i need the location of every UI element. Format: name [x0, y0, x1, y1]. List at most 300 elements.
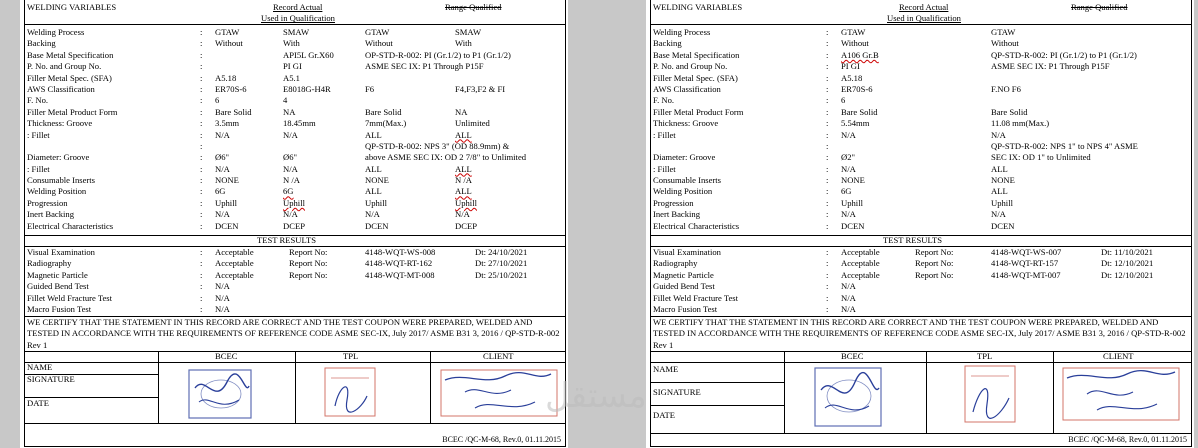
variable-row — [25, 130, 565, 141]
variable-label: Inert Backing — [27, 209, 75, 220]
variable-value: N/A — [365, 209, 380, 220]
certification-statement: WE CERTIFY THAT THE STATEMENT IN THIS RECORD ARE CORRECT AND THE TEST COUPON WERE PREPARED, WELDED AND TESTED IN ACCORDANCE WITH THE REQUIREMENTS OF REFERENCE CODE ASME SEC-IX, July 2017/ ASME B31 3, 2016 / QP-STD-R-002 Rev 1 — [653, 317, 1186, 350]
variable-value: NONE — [991, 175, 1015, 186]
variable-value: DCEP — [455, 220, 477, 231]
variable-row — [25, 73, 565, 84]
header-row — [651, 0, 1191, 24]
variable-value: SMAW — [455, 27, 482, 37]
variable-row — [651, 141, 1191, 152]
record-actual-heading: Record Actual — [273, 2, 323, 12]
variable-value: Uphill — [283, 197, 305, 208]
variable-value: 6G — [215, 186, 226, 197]
variable-value: ALL — [365, 129, 382, 140]
variable-value: 4 — [283, 95, 288, 106]
variable-value: F.NO F6 — [991, 83, 1021, 94]
test-row — [25, 293, 565, 304]
client-stamp-signature — [435, 366, 561, 420]
variable-row — [651, 50, 1191, 61]
variable-row — [651, 164, 1191, 175]
variable-value: F6 — [365, 83, 375, 94]
variable-value: ALL — [991, 186, 1008, 197]
variable-row — [651, 38, 1191, 49]
tpl-stamp-signature — [321, 366, 381, 420]
variable-value: A106 Gr.B — [841, 49, 879, 60]
variable-value: N/A — [841, 129, 856, 140]
variable-label: Welding Process — [653, 27, 711, 37]
colon-separator: : — [200, 95, 203, 106]
variable-value: NA — [455, 106, 468, 117]
variable-value: N/A — [455, 209, 470, 220]
variable-label: Base Metal Specification — [653, 49, 740, 60]
report-label: Report No: — [915, 247, 954, 257]
variable-value: DCEP — [283, 220, 305, 231]
variable-value: ER70S-6 — [215, 83, 247, 94]
variable-value: N/A — [841, 163, 856, 174]
variable-value: Unlimited — [455, 118, 490, 129]
site-watermark: مستقل — [545, 376, 647, 416]
colon-separator: : — [826, 38, 829, 49]
colon-separator: : — [826, 106, 829, 117]
variable-label: Electrical Characteristics — [653, 220, 740, 231]
variable-label: F. No. — [653, 95, 675, 106]
variable-label: : Fillet — [27, 163, 50, 174]
test-result: Acceptable — [841, 258, 880, 269]
report-number: 4148-WQT-MT-007 — [991, 269, 1061, 280]
variable-value: ALL — [455, 129, 472, 140]
variable-value: A5.18 — [215, 72, 237, 83]
variable-label: Thickness: Groove — [27, 118, 93, 129]
variable-value: Ø6" — [215, 152, 230, 163]
used-in-qualification-heading: Used in Qualification — [887, 13, 961, 23]
test-label: Fillet Weld Fracture Test — [653, 292, 739, 303]
variables-table — [25, 27, 565, 232]
colon-separator: : — [200, 303, 203, 314]
variable-row — [651, 175, 1191, 186]
variable-label: Backing — [653, 38, 682, 49]
variable-value: Without — [365, 38, 393, 49]
report-date: Dt: 25/10/2021 — [475, 269, 528, 280]
variable-row — [25, 175, 565, 186]
variable-value: GTAW — [991, 27, 1016, 37]
test-label: Macro Fusion Test — [653, 303, 718, 314]
test-row — [25, 281, 565, 292]
variable-label: Welding Position — [653, 186, 713, 197]
tpl-heading: TPL — [977, 351, 993, 361]
variable-value: ALL — [365, 186, 382, 197]
variable-value: NA — [283, 106, 296, 117]
variable-row — [25, 141, 565, 152]
colon-separator: : — [826, 197, 829, 208]
variable-value: QP-STD-R-002: NPS 3" (OD 88.9mm) & — [365, 140, 510, 151]
colon-separator: : — [826, 292, 829, 303]
document-page-right — [646, 0, 1194, 448]
header-row — [25, 0, 565, 24]
variable-label: Consumable Inserts — [653, 175, 722, 186]
test-result: Acceptable — [841, 247, 880, 257]
variable-value: Bare Solid — [215, 106, 252, 117]
variable-value: Uphill — [455, 197, 477, 208]
variable-label: Electrical Characteristics — [27, 220, 114, 231]
test-label: Radiography — [27, 258, 72, 269]
test-results-table — [25, 247, 565, 315]
variable-value: With — [455, 38, 472, 49]
tpl-stamp-signature — [961, 364, 1021, 426]
variable-label: Welding Process — [27, 27, 85, 37]
variable-label: Diameter: Groove — [653, 152, 716, 163]
colon-separator: : — [826, 175, 829, 186]
variable-value: Bare Solid — [365, 106, 402, 117]
variable-value: GTAW — [841, 27, 866, 37]
colon-separator: : — [826, 220, 829, 231]
variable-label: : Fillet — [653, 129, 676, 140]
report-number: 4148-WQT-RT-157 — [991, 258, 1059, 269]
colon-separator: : — [826, 61, 829, 72]
colon-separator: : — [826, 186, 829, 197]
variable-label: P. No. and Group No. — [27, 61, 102, 72]
variable-value: Uphill — [215, 197, 237, 208]
variable-value: above ASME SEC IX: OD 2 7/8" to Unlimited — [365, 152, 527, 163]
test-label: Radiography — [653, 258, 698, 269]
variables-table — [651, 27, 1191, 232]
test-row — [25, 258, 565, 269]
colon-separator: : — [200, 186, 203, 197]
colon-separator: : — [200, 281, 203, 292]
variable-row — [651, 107, 1191, 118]
test-label: Visual Examination — [653, 247, 721, 257]
variable-row — [651, 130, 1191, 141]
report-date: Dt: 12/10/2021 — [1101, 269, 1154, 280]
variable-row — [25, 209, 565, 220]
colon-separator: : — [200, 209, 203, 220]
variable-value: 18.45mm — [283, 118, 316, 129]
colon-separator: : — [826, 209, 829, 220]
colon-separator: : — [826, 49, 829, 60]
variable-value: PI GI — [841, 61, 860, 72]
test-label: Fillet Weld Fracture Test — [27, 292, 113, 303]
variable-value: DCEN — [991, 220, 1015, 231]
variable-value: DCEN — [841, 220, 865, 231]
variable-value: NONE — [841, 175, 865, 186]
variable-row — [25, 152, 565, 163]
form-reference-footer: BCEC /QC-M-68, Rev.0, 01.11.2015 — [442, 435, 561, 444]
colon-separator: : — [826, 163, 829, 174]
variable-row — [25, 221, 565, 232]
colon-separator: : — [200, 129, 203, 140]
report-number: 4148-WQT-MT-008 — [365, 269, 435, 280]
variable-row — [651, 73, 1191, 84]
variable-value: N/A — [283, 129, 298, 140]
variable-value: GTAW — [365, 27, 390, 37]
variable-row — [651, 186, 1191, 197]
variable-label: Inert Backing — [653, 209, 701, 220]
variable-row — [651, 95, 1191, 106]
variable-value: API5L Gr.X60 — [283, 49, 334, 60]
variable-label: Consumable Inserts — [27, 175, 96, 186]
variable-value: Ø2" — [841, 152, 856, 163]
test-row — [25, 247, 565, 258]
variable-label: AWS Classification — [27, 83, 95, 94]
variable-value: NONE — [215, 175, 239, 186]
colon-separator: : — [826, 281, 829, 292]
variable-row — [25, 118, 565, 129]
document-page-left — [20, 0, 568, 448]
certification-statement: WE CERTIFY THAT THE STATEMENT IN THIS RECORD ARE CORRECT AND THE TEST COUPON WERE PREPARED, WELDED AND TESTED IN ACCORDANCE WITH THE REQUIREMENTS OF REFERENCE CODE ASME SEC-IX, July 2017/ ASME B31 3, 2016 / QP-STD-R-002 Rev 1 — [27, 317, 560, 350]
variable-value: NONE — [365, 175, 389, 186]
variable-value: N /A — [455, 175, 472, 186]
test-result: N/A — [841, 281, 856, 292]
test-result: N/A — [841, 292, 856, 303]
test-results-table — [651, 247, 1191, 315]
variable-value: 6 — [215, 95, 220, 106]
variable-row — [25, 164, 565, 175]
variable-value: SEC IX: OD 1" to Unlimited — [991, 152, 1091, 163]
test-row — [651, 293, 1191, 304]
variable-label: F. No. — [27, 95, 49, 106]
test-results-title: TEST RESULTS — [257, 235, 316, 245]
variable-label: Filler Metal Product Form — [27, 106, 118, 117]
report-number: 4148-WQT-RT-162 — [365, 258, 433, 269]
colon-separator: : — [200, 83, 203, 94]
test-result: Acceptable — [215, 258, 254, 269]
variable-value: With — [283, 38, 300, 49]
variable-row — [651, 118, 1191, 129]
variable-row — [25, 198, 565, 209]
test-results-title: TEST RESULTS — [883, 235, 942, 245]
colon-separator: : — [826, 27, 829, 37]
variable-value: Without — [991, 38, 1019, 49]
variable-value: ALL — [365, 163, 382, 174]
colon-separator: : — [200, 197, 203, 208]
report-date: Dt: 27/10/2021 — [475, 258, 528, 269]
variable-row — [651, 221, 1191, 232]
test-result: N/A — [215, 281, 230, 292]
test-label: Guided Bend Test — [653, 281, 715, 292]
colon-separator: : — [200, 61, 203, 72]
variable-label: P. No. and Group No. — [653, 61, 728, 72]
variable-value: Ø6" — [283, 152, 298, 163]
colon-separator: : — [826, 95, 829, 106]
variable-value: 3.5mm — [215, 118, 240, 129]
variable-label: Progression — [653, 197, 694, 208]
welding-variables-heading: WELDING VARIABLES — [653, 2, 743, 12]
test-result: Acceptable — [841, 269, 880, 280]
variable-value: 7mm(Max.) — [365, 118, 407, 129]
variable-value: GTAW — [215, 27, 240, 37]
report-date: Dt: 12/10/2021 — [1101, 258, 1154, 269]
colon-separator: : — [200, 163, 203, 174]
colon-separator: : — [826, 269, 829, 280]
variable-label: Progression — [27, 197, 68, 208]
range-qualified-heading: Range Qualified — [445, 2, 502, 12]
colon-separator: : — [200, 247, 203, 257]
variable-value: QP-STD-R-002: NPS 1" to NPS 4" ASME — [991, 140, 1138, 151]
variable-value: ASME SEC IX: P1 Through P15F — [991, 61, 1110, 72]
variable-label: : Fillet — [653, 163, 676, 174]
form-reference-footer: BCEC /QC-M-68, Rev.0, 01.11.2015 — [1068, 435, 1187, 444]
variable-value: Without — [215, 38, 243, 49]
test-label: Visual Examination — [27, 247, 95, 257]
variable-value: 6 — [841, 95, 846, 106]
variable-label: : Fillet — [27, 129, 50, 140]
variable-value: A5.18 — [841, 72, 863, 83]
variable-row — [25, 186, 565, 197]
variable-value: ER70S-6 — [841, 83, 873, 94]
variable-label: Backing — [27, 38, 56, 49]
report-label: Report No: — [289, 258, 328, 269]
variable-row — [25, 27, 565, 38]
signature-header — [651, 351, 1191, 362]
colon-separator: : — [826, 118, 829, 129]
report-number: 4148-WQT-WS-008 — [365, 247, 436, 257]
test-row — [25, 304, 565, 315]
test-result: N/A — [215, 292, 230, 303]
variable-value: 11.08 mm(Max.) — [991, 118, 1050, 129]
variable-label: Diameter: Groove — [27, 152, 90, 163]
test-row — [25, 270, 565, 281]
variable-row — [651, 209, 1191, 220]
test-row — [651, 281, 1191, 292]
variable-value: N/A — [215, 163, 230, 174]
variable-value: 5.54mm — [841, 118, 870, 129]
variable-value: SMAW — [283, 27, 310, 37]
variable-value: N/A — [283, 163, 298, 174]
variable-row — [25, 50, 565, 61]
variable-value: A5.1 — [283, 72, 300, 83]
variable-row — [25, 61, 565, 72]
colon-separator: : — [826, 152, 829, 163]
used-in-qualification-heading: Used in Qualification — [261, 13, 335, 23]
variable-value: Uphill — [991, 197, 1013, 208]
test-result: Acceptable — [215, 269, 254, 280]
welder-qualification-record-right: WELDING VARIABLES Record Actual Used in Qualification Range Qualified Welding Process GTAW GTAW : Backing Without Without : Base Metal Specification A106 Gr.B QP-STD-R-002: PI (Gr.1/2) to P1 (Gr.1/2) : P. No. and Group No. PI GI ASME SEC IX: P1 Through P15F : Filler Metal Spec. (SFA) A5.18 : AWS Classification ER70S-6 F.NO F6 : F. No. 6 : Filler Metal Product Form Bare Solid Bare Solid : Thickness: Groove 5.54mm 11.08 mm(Max.) : : Fillet N/A N/A : QP-STD-R-002: NPS 1" to NPS 4" ASME : Diameter: Groove Ø2" SEC IX: OD 1" to Unlimited : : Fillet N/A ALL : Consumable Inserts NONE NONE : Welding Position 6G ALL : Progression Uphill Uphill : Inert Backing N/A N/A : Electrical Characteristics DCEN DCEN : TEST RESULTS Visual Examination Acceptable Report No: 4148-WQT-WS-007 Dt: 11/10/2021 : Radiography Acceptable Report No: 4148-WQT-RT-157 Dt: 12/10/2021 : Magnetic Particle Acceptable Report No: 4148-WQT-MT-007 Dt: 12/10/2021 : Guided Bend Test N/A : Fillet Weld Fracture Test N/A : Macro Fusion Test N/A : WE CERTIFY THAT THE STATEMENT IN THIS RECORD ARE CORRECT AND THE TEST COUPON WERE PREPARED, WELDED AND TESTED IN ACCORDANCE WITH THE REQUIREMENTS OF REFERENCE CODE ASME SEC-IX, July 2017/ ASME B31 3, 2016 / QP-STD-R-002 Rev 1 BCEC TPL CLIENT NAME SIGNATURE DATE BCEC /QC-M-68, Rev.0, 01.11.2015 — [650, 0, 1192, 447]
colon-separator: : — [200, 27, 203, 37]
variable-value: QP-STD-R-002: PI (Gr.1/2) to P1 (Gr.1/2) — [991, 49, 1137, 60]
variable-value: N/A — [991, 209, 1006, 220]
colon-separator: : — [200, 292, 203, 303]
variable-value: DCEN — [365, 220, 389, 231]
bcec-stamp-signature — [185, 366, 257, 422]
test-label: Magnetic Particle — [27, 269, 88, 280]
variable-value: ALL — [455, 186, 472, 197]
variable-value: N/A — [991, 129, 1006, 140]
colon-separator: : — [200, 106, 203, 117]
variable-value: PI GI — [283, 61, 302, 72]
variable-value: 6G — [283, 186, 294, 197]
variable-label: Base Metal Specification — [27, 49, 114, 60]
colon-separator: : — [826, 140, 829, 151]
variable-value: Uphill — [841, 197, 863, 208]
variable-label: Filler Metal Product Form — [653, 106, 744, 117]
variable-value: F4,F3,F2 & FI — [455, 83, 506, 94]
variable-value: 6G — [841, 186, 852, 197]
report-date: Dt: 11/10/2021 — [1101, 247, 1153, 257]
variable-value: OP-STD-R-002: PI (Gr.1/2) to P1 (Gr.1/2) — [365, 49, 511, 60]
welding-variables-heading: WELDING VARIABLES — [27, 2, 117, 12]
variable-value: N /A — [283, 175, 300, 186]
variable-value: ALL — [991, 163, 1008, 174]
test-row — [651, 270, 1191, 281]
variable-label: Thickness: Groove — [653, 118, 719, 129]
client-heading: CLIENT — [1103, 351, 1134, 361]
variable-value: ALL — [455, 163, 472, 174]
record-actual-heading: Record Actual — [899, 2, 949, 12]
variable-value: N/A — [841, 209, 856, 220]
welder-qualification-record-left: WELDING VARIABLES Record Actual Used in Qualification Range Qualified Welding Process GTAW SMAW GTAW SMAW : Backing Without With Without With : Base Metal Specification API5L Gr.X60 OP-STD-R-002: PI (Gr.1/2) to P1 (Gr.1/2) : P. No. and Group No. PI GI ASME SEC IX: P1 Through P15F : Filler Metal Spec. (SFA) A5.18 A5.1 : AWS Classification ER70S-6 E8018G-H4R F6 F4,F3,F2 & FI : F. No. 6 4 : Filler Metal Product Form Bare Solid NA Bare Solid NA : Thickness: Groove 3.5mm 18.45mm 7mm(Max.) Unlimited : : Fillet N/A N/A ALL ALL : QP-STD-R-002: NPS 3" (OD 88.9mm) & : Diameter: Groove Ø6" Ø6" above ASME SEC IX: OD 2 7/8" to Unlimited : : Fillet N/A N/A ALL ALL : Consumable Inserts NONE N /A NONE N /A : Welding Position 6G 6G ALL ALL : Progression Uphill Uphill Uphill Uphill : Inert Backing N/A N/A N/A N/A : Electrical Characteristics DCEN DCEP DCEN DCEP : TEST RESULTS Visual Examination Acceptable Report No: 4148-WQT-WS-008 Dt: 24/10/2021 : Radiography Acceptable Report No: 4148-WQT-RT-162 Dt: 27/10/2021 : Magnetic Particle Acceptable Report No: 4148-WQT-MT-008 Dt: 25/10/2021 : Guided Bend Test N/A : Fillet Weld Fracture Test N/A : Macro Fusion Test N/A : WE CERTIFY THAT THE STATEMENT IN THIS RECORD ARE CORRECT AND THE TEST COUPON WERE PREPARED, WELDED AND TESTED IN ACCORDANCE WITH THE REQUIREMENTS OF REFERENCE CODE ASME SEC-IX, July 2017/ ASME B31 3, 2016 / QP-STD-R-002 Rev 1 BCEC TPL CLIENT NAME SIGNATURE DATE BCEC /QC-M-68, Rev.0, 01.11.2015 — [24, 0, 566, 447]
variable-row — [651, 198, 1191, 209]
colon-separator: : — [826, 129, 829, 140]
variable-row — [25, 107, 565, 118]
variable-row — [25, 84, 565, 95]
test-result: N/A — [215, 303, 230, 314]
colon-separator: : — [200, 49, 203, 60]
variable-row — [651, 61, 1191, 72]
bcec-stamp-signature — [811, 364, 887, 430]
colon-separator: : — [826, 72, 829, 83]
variable-value: N/A — [283, 209, 298, 220]
colon-separator: : — [200, 152, 203, 163]
variable-value: Uphill — [365, 197, 387, 208]
variable-value: DCEN — [215, 220, 239, 231]
test-row — [651, 304, 1191, 315]
bcec-heading: BCEC — [841, 351, 864, 361]
variable-label: Filler Metal Spec. (SFA) — [27, 72, 112, 83]
variable-row — [651, 152, 1191, 163]
variable-value: Without — [841, 38, 869, 49]
report-label: Report No: — [289, 269, 328, 280]
colon-separator: : — [200, 140, 203, 151]
test-row — [651, 258, 1191, 269]
report-label: Report No: — [915, 269, 954, 280]
colon-separator: : — [200, 38, 203, 49]
tpl-heading: TPL — [343, 351, 359, 361]
report-date: Dt: 24/10/2021 — [475, 247, 528, 257]
report-label: Report No: — [289, 247, 328, 257]
variable-value: Bare Solid — [991, 106, 1028, 117]
colon-separator: : — [200, 258, 203, 269]
colon-separator: : — [200, 175, 203, 186]
colon-separator: : — [826, 303, 829, 314]
variable-value: N/A — [215, 129, 230, 140]
test-label: Magnetic Particle — [653, 269, 714, 280]
colon-separator: : — [200, 269, 203, 280]
colon-separator: : — [200, 72, 203, 83]
variable-row — [25, 95, 565, 106]
variable-row — [651, 84, 1191, 95]
bcec-heading: BCEC — [215, 351, 238, 361]
variable-value: ASME SEC IX: P1 Through P15F — [365, 61, 484, 72]
test-result: N/A — [841, 303, 856, 314]
variable-label: AWS Classification — [653, 83, 721, 94]
test-result: Acceptable — [215, 247, 254, 257]
colon-separator: : — [826, 247, 829, 257]
variable-row — [25, 38, 565, 49]
variable-label: Welding Position — [27, 186, 87, 197]
client-heading: CLIENT — [483, 351, 514, 361]
test-row — [651, 247, 1191, 258]
client-stamp-signature — [1057, 364, 1185, 426]
variable-value: N/A — [215, 209, 230, 220]
colon-separator: : — [200, 118, 203, 129]
test-label: Macro Fusion Test — [27, 303, 92, 314]
variable-value: Bare Solid — [841, 106, 878, 117]
report-number: 4148-WQT-WS-007 — [991, 247, 1062, 257]
range-qualified-heading: Range Qualified — [1071, 2, 1128, 12]
variable-value: E8018G-H4R — [283, 83, 331, 94]
test-label: Guided Bend Test — [27, 281, 89, 292]
report-label: Report No: — [915, 258, 954, 269]
variable-label: Filler Metal Spec. (SFA) — [653, 72, 738, 83]
colon-separator: : — [826, 83, 829, 94]
